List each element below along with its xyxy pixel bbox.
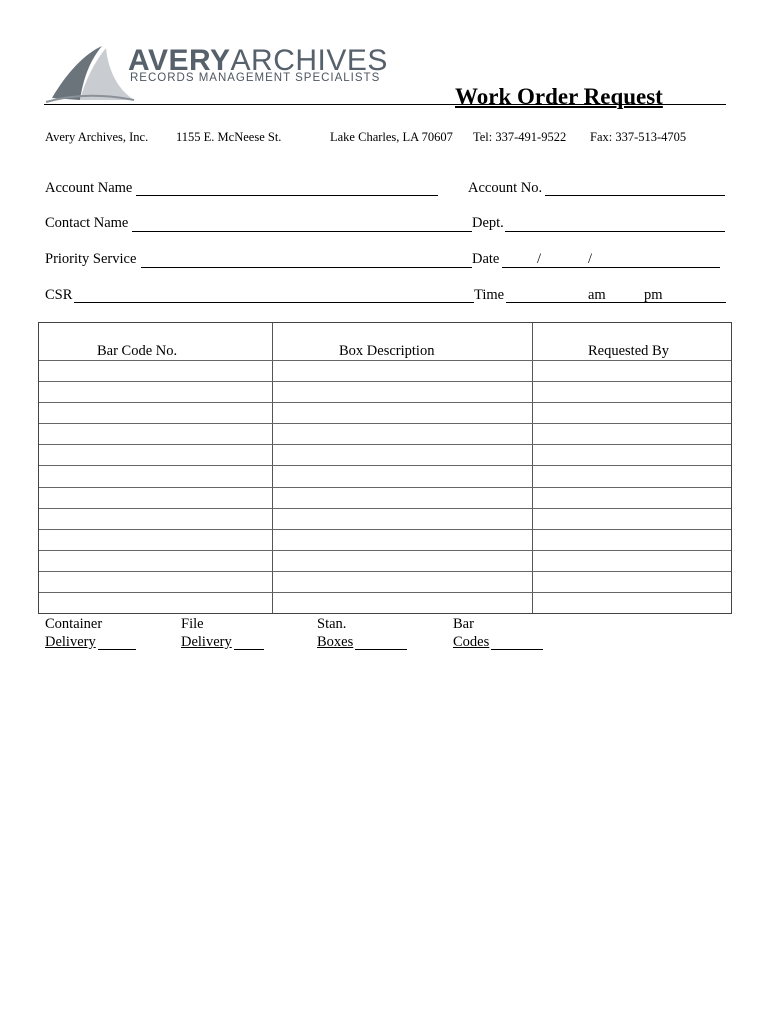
company-fax: Fax: 337-513-4705 — [590, 130, 687, 144]
priority-service-label: Priority Service — [45, 251, 137, 267]
company-address: 1155 E. McNeese St. — [176, 130, 282, 144]
time-label: Time — [474, 287, 505, 303]
option-line1: Container — [45, 616, 103, 632]
option-line2: Delivery — [45, 634, 96, 650]
option-line2: Boxes — [317, 634, 354, 650]
table-row-divider — [39, 487, 731, 488]
file-delivery-field[interactable] — [234, 649, 264, 650]
table-row-divider — [39, 381, 731, 382]
page-title: Work Order Request — [455, 84, 663, 109]
items-table — [38, 322, 732, 614]
time-field[interactable] — [506, 302, 726, 303]
account-no-label: Account No. — [468, 180, 543, 196]
container-delivery-field[interactable] — [98, 649, 136, 650]
column-header-box-description: Box Description — [339, 343, 435, 359]
table-row-divider — [39, 402, 731, 403]
bar-codes-field[interactable] — [491, 649, 543, 650]
table-row-divider — [39, 360, 731, 361]
table-row-divider — [39, 508, 731, 509]
account-name-field[interactable] — [136, 195, 438, 196]
contact-name-label: Contact Name — [45, 215, 129, 231]
option-line1: Bar — [453, 616, 474, 632]
account-name-label: Account Name — [45, 180, 133, 196]
company-city: Lake Charles, LA 70607 — [330, 130, 453, 144]
company-name: Avery Archives, Inc. — [45, 130, 149, 144]
account-no-field[interactable] — [545, 195, 725, 196]
column-header-bar-code: Bar Code No. — [97, 343, 178, 359]
option-file-delivery — [181, 615, 232, 651]
option-line1: Stan. — [317, 616, 347, 632]
date-separator-1: / — [537, 251, 542, 267]
csr-label: CSR — [45, 287, 73, 303]
csr-field[interactable] — [74, 302, 474, 303]
option-line2: Codes — [453, 634, 490, 650]
company-tel: Tel: 337-491-9522 — [473, 130, 567, 144]
priority-service-field[interactable] — [141, 267, 472, 268]
table-row-divider — [39, 465, 731, 466]
column-divider — [272, 323, 273, 613]
date-separator-2: / — [588, 251, 593, 267]
dept-label: Dept. — [472, 215, 504, 231]
option-line2: Delivery — [181, 634, 232, 650]
column-divider — [532, 323, 533, 613]
stan-boxes-field[interactable] — [355, 649, 407, 650]
table-row-divider — [39, 529, 731, 530]
contact-name-field[interactable] — [132, 231, 472, 232]
option-bar-codes — [453, 615, 489, 651]
date-field[interactable] — [502, 267, 720, 268]
time-am-label: am — [588, 287, 606, 303]
column-header-requested-by: Requested By — [588, 343, 669, 359]
table-row-divider — [39, 571, 731, 572]
table-row-divider — [39, 423, 731, 424]
logo-swoosh-icon — [44, 44, 136, 104]
date-label: Date — [472, 251, 500, 267]
brand-logo-bold: AVERY — [128, 44, 231, 77]
brand-tagline: RECORDS MANAGEMENT SPECIALISTS — [130, 72, 381, 84]
brand-logo-light: ARCHIVES — [230, 44, 388, 77]
option-stan-boxes — [317, 615, 353, 651]
option-line1: File — [181, 616, 204, 632]
dept-field[interactable] — [505, 231, 725, 232]
table-row-divider — [39, 592, 731, 593]
option-container-delivery — [45, 615, 102, 651]
table-row-divider — [39, 444, 731, 445]
time-pm-label: pm — [644, 287, 663, 303]
table-row-divider — [39, 550, 731, 551]
